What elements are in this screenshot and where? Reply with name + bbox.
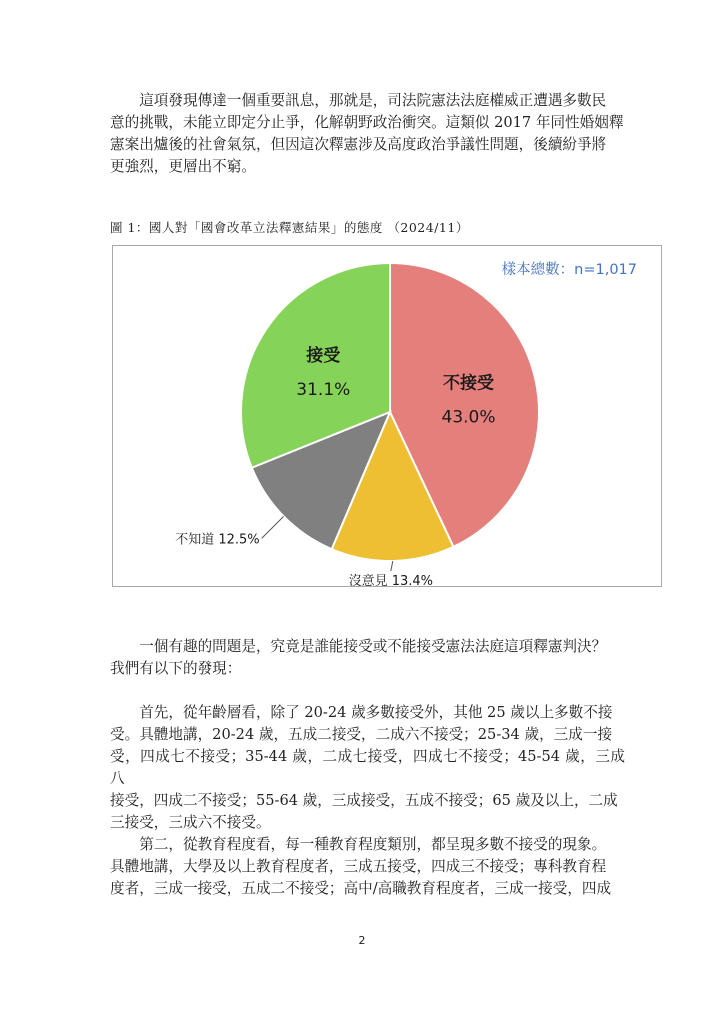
pie-chart-frame — [112, 245, 662, 587]
figure-caption: 圖 1：國人對「國會改革立法釋憲結果」的態度 （2024/11） — [110, 220, 469, 235]
pie-label-dont-know: 不知道 12.5% — [175, 532, 260, 548]
pie-value-accept: 31.1% — [296, 379, 351, 400]
pie-label-no-opinion: 沒意見 13.4% — [348, 573, 434, 588]
pie-leader-line-no-opinion — [391, 561, 393, 571]
pie-label-accept: 接受 — [306, 345, 341, 366]
paragraph-age-findings: 首先，從年齡層看，除了 20-24 歲多數接受外，其他 25 歲以上多數不接 受。具體地講，20-24 歲，五成二接受，二成六不接受；25-34 歲，三成一接 受，四成七不接受；35-44 歲，二成七接受，四成七不接受；45-54 歲，三成八 接受，四成二不接受；55-64 歲，三成接受，五成不接受；65 歲及以上，二成 三接受，三成六不接受。 — [110, 704, 625, 831]
pie-value-reject: 43.0% — [441, 407, 496, 428]
paragraph-question: 一個有趣的問題是，究竟是誰能接受或不能接受憲法法庭這項釋憲判決？ 我們有以下的發現： — [110, 638, 607, 677]
paragraph-education-findings: 第二，從教育程度看，每一種教育程度類別，都呈現多數不接受的現象。 具體地講，大學及以上教育程度者，三成五接受，四成三不接受；專科教育程 度者，三成一接受，五成二不接受；高中/高職教育程度者，三成一接受，四成 — [110, 836, 612, 897]
sample-size-annotation: 樣本總數：n=1,017 — [501, 262, 637, 278]
paragraph-intro: 這項發現傳達一個重要訊息，那就是，司法院憲法法庭權威正遭遇多數民 意的挑戰，未能立即定分止爭，化解朝野政治衝突。這類似 2017 年同性婚姻釋 憲案出爐後的社會氣氛，但因這次釋憲涉及高度政治爭議性問題，後續紛爭將 更強烈，更層出不窮。 — [110, 92, 624, 175]
pie-leader-line-dont-know — [262, 516, 284, 538]
page-number: 2 — [358, 934, 366, 947]
pie-chart — [113, 246, 663, 588]
pie-label-reject: 不接受 — [443, 373, 495, 394]
